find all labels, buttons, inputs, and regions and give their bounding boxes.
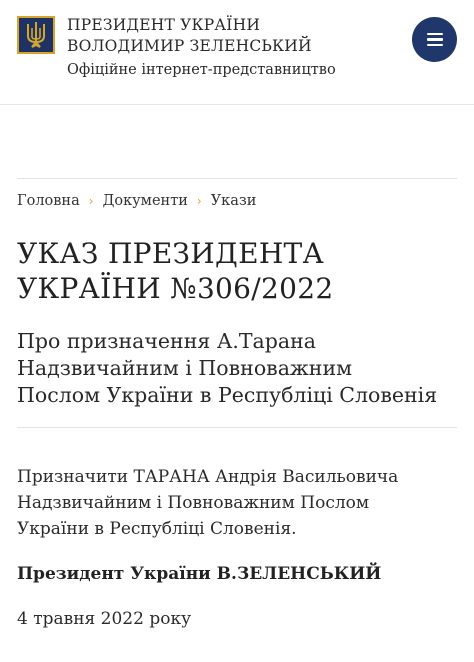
hamburger-menu-icon — [427, 30, 443, 49]
page-title-line-1: УКАЗ ПРЕЗИДЕНТА — [17, 237, 325, 270]
document-date: 4 травня 2022 року — [17, 609, 192, 629]
document-subtitle-line-1: Про призначення А.Тарана — [17, 329, 317, 353]
trident-icon — [23, 20, 49, 50]
page-title — [17, 236, 457, 306]
document-signature: Президент України В.ЗЕЛЕНСЬКИЙ — [17, 564, 382, 584]
menu-button[interactable] — [412, 17, 457, 62]
divider — [17, 178, 457, 179]
document-subtitle-line-2: Надзвичайним і Повноважним — [17, 356, 353, 380]
breadcrumb-decrees-link[interactable]: Укази — [210, 193, 257, 209]
document-subtitle-line-3: Послом України в Республіці Словенія — [17, 383, 438, 407]
document-body-line-1: Призначити ТАРАНА Андрія Васильовича — [17, 467, 399, 487]
breadcrumb-home-link[interactable]: Головна — [17, 193, 80, 209]
coat-of-arms-logo[interactable] — [17, 16, 55, 54]
document-body-line-2: Надзвичайним і Повноважним Послом — [17, 493, 370, 513]
site-title-line-1: ПРЕЗИДЕНТ УКРАЇНИ — [67, 16, 261, 34]
site-subtitle: Офіційне інтернет-представництво — [67, 62, 336, 78]
document-subtitle — [17, 328, 462, 409]
divider — [17, 427, 457, 428]
site-title-line-2: ВОЛОДИМИР ЗЕЛЕНСЬКИЙ — [67, 37, 312, 55]
document-body-line-3: України в Республіці Словенія. — [17, 519, 297, 539]
site-header — [0, 0, 474, 105]
page-title-line-2: УКРАЇНИ №306/2022 — [17, 272, 334, 305]
site-title[interactable] — [67, 15, 312, 57]
breadcrumb-documents-link[interactable]: Документи — [102, 193, 188, 209]
document-body — [17, 464, 462, 542]
chevron-right-icon: › — [196, 194, 202, 208]
breadcrumb — [17, 191, 256, 211]
chevron-right-icon: › — [88, 194, 94, 208]
